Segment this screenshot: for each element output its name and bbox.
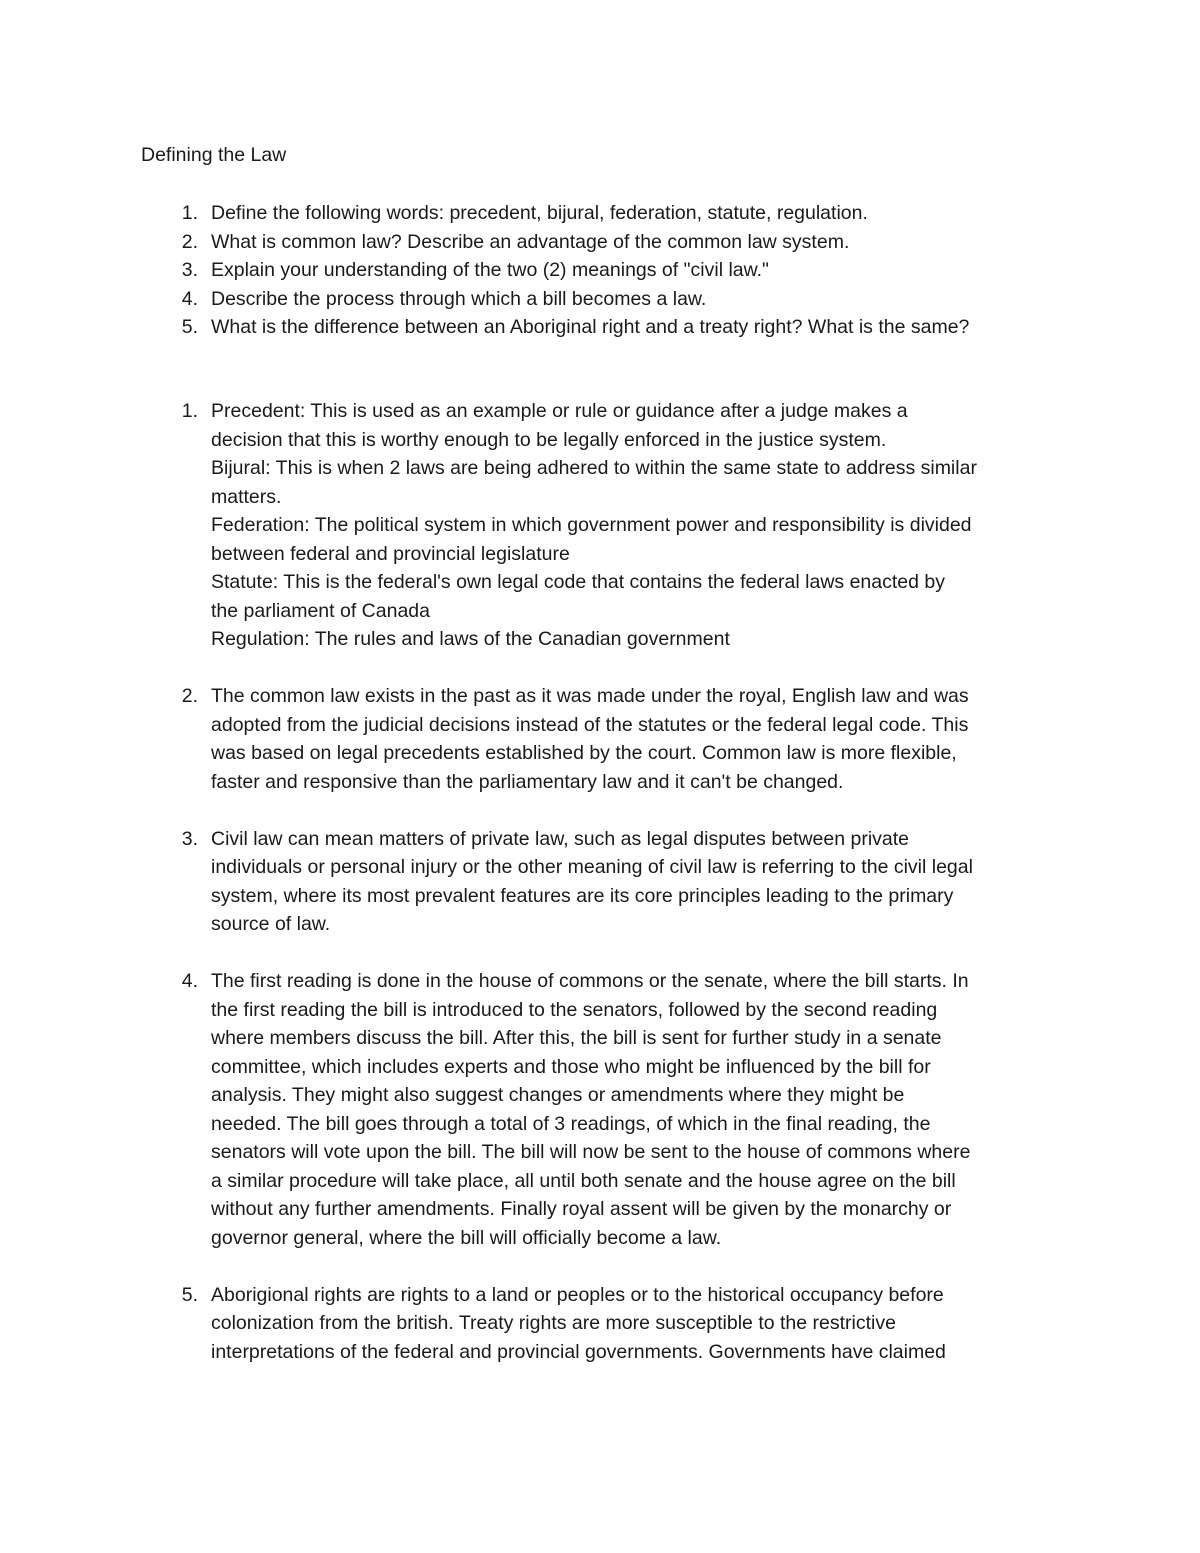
answer-line: without any further amendments. Finally royal assent will be given by the monarchy or: [211, 1198, 952, 1220]
answer-line: Aborigional rights are rights to a land or peoples or to the historical occupancy before: [211, 1283, 944, 1306]
answer-line: analysis. They might also suggest changes or amendments where they might be: [211, 1084, 905, 1106]
question-item: [0, 199, 1200, 228]
answer-line: Bijural: This is when 2 laws are being adhered to within the same state to address similar: [211, 457, 977, 479]
answer-line: between federal and provincial legislature: [211, 542, 570, 565]
answer-line: governor general, where the bill will officially become a law.: [211, 1226, 722, 1249]
answer-line: Statute: This is the federal's own legal code that contains the federal laws enacted by: [211, 571, 945, 593]
question-list: [0, 199, 1200, 342]
question-item: [0, 228, 1200, 257]
answer-line: interpretations of the federal and provincial governments. Governments have claimed: [211, 1340, 946, 1363]
question-item: [0, 313, 1200, 342]
question-number: 2.: [181, 230, 198, 253]
answer-line: the parliament of Canada: [211, 599, 430, 622]
answer-line: needed. The bill goes through a total of 3 readings, of which in the final reading, the: [211, 1112, 931, 1135]
answer-number: 2.: [181, 685, 198, 707]
answer-line: Precedent: This is used as an example or rule or guidance after a judge makes a: [211, 400, 908, 422]
question-item: [0, 285, 1200, 314]
question-text: Explain your understanding of the two (2) meanings of "civil law.": [211, 259, 769, 281]
answer-body: [211, 825, 1071, 939]
answer-line: senators will vote upon the bill. The bill will now be sent to the house of commons where: [211, 1141, 971, 1163]
answer-item: [0, 397, 1200, 654]
answer-line: Regulation: The rules and laws of the Canadian government: [211, 628, 730, 650]
answer-line: colonization from the british. Treaty rights are more susceptible to the restrictive: [211, 1312, 896, 1334]
document-title: Defining the Law: [141, 144, 287, 166]
answer-item: [0, 967, 1200, 1252]
answer-item: [0, 1281, 1200, 1367]
answer-line: faster and responsive than the parliamentary law and it can't be changed.: [211, 770, 844, 793]
answer-line: Civil law can mean matters of private law, such as legal disputes between private: [211, 827, 910, 850]
answer-line: system, where its most prevalent features are its core principles leading to the primary: [211, 884, 954, 907]
answer-line: The first reading is done in the house of commons or the senate, where the bill starts. In: [211, 970, 969, 992]
answer-line: adopted from the judicial decisions instead of the statutes or the federal legal code. This: [211, 713, 969, 736]
question-text: Define the following words: precedent, bijural, federation, statute, regulation.: [211, 202, 868, 224]
answer-line: matters.: [211, 485, 282, 508]
answer-list: [0, 397, 1200, 1395]
answer-item: [0, 682, 1200, 796]
question-number: 5.: [181, 316, 198, 338]
question-number: 3.: [181, 259, 198, 281]
answer-line: Federation: The political system in which government power and responsibility is divided: [211, 514, 972, 536]
answer-line: committee, which includes experts and those who might be influenced by the bill for: [211, 1055, 931, 1078]
answer-body: [211, 1281, 1071, 1367]
answer-body: [211, 397, 1071, 654]
question-item: [0, 256, 1200, 285]
answer-line: was based on legal precedents established by the court. Common law is more flexible,: [211, 742, 957, 764]
question-text: Describe the process through which a bill becomes a law.: [211, 287, 707, 310]
answer-line: a similar procedure will take place, all until both senate and the house agree on the bill: [211, 1169, 956, 1192]
question-number: 4.: [181, 287, 198, 310]
answer-body: [211, 682, 1071, 796]
answer-line: where members discuss the bill. After this, the bill is sent for further study in a senate: [211, 1027, 942, 1049]
answer-line: decision that this is worthy enough to be legally enforced in the justice system.: [211, 428, 887, 451]
answer-number: 3.: [181, 827, 198, 850]
answer-number: 1.: [181, 400, 198, 422]
answer-line: the first reading the bill is introduced to the senators, followed by the second reading: [211, 998, 938, 1021]
answer-number: 4.: [181, 970, 198, 992]
answer-number: 5.: [181, 1283, 198, 1306]
answer-line: individuals or personal injury or the other meaning of civil law is referring to the civil legal: [211, 856, 973, 878]
question-text: What is common law? Describe an advantage of the common law system.: [211, 230, 850, 253]
answer-line: source of law.: [211, 913, 331, 935]
answer-item: [0, 825, 1200, 939]
answer-line: The common law exists in the past as it was made under the royal, English law and was: [211, 685, 969, 707]
answer-body: [211, 967, 1071, 1252]
question-number: 1.: [181, 202, 198, 224]
question-text: What is the difference between an Aboriginal right and a treaty right? What is the same?: [211, 316, 970, 338]
